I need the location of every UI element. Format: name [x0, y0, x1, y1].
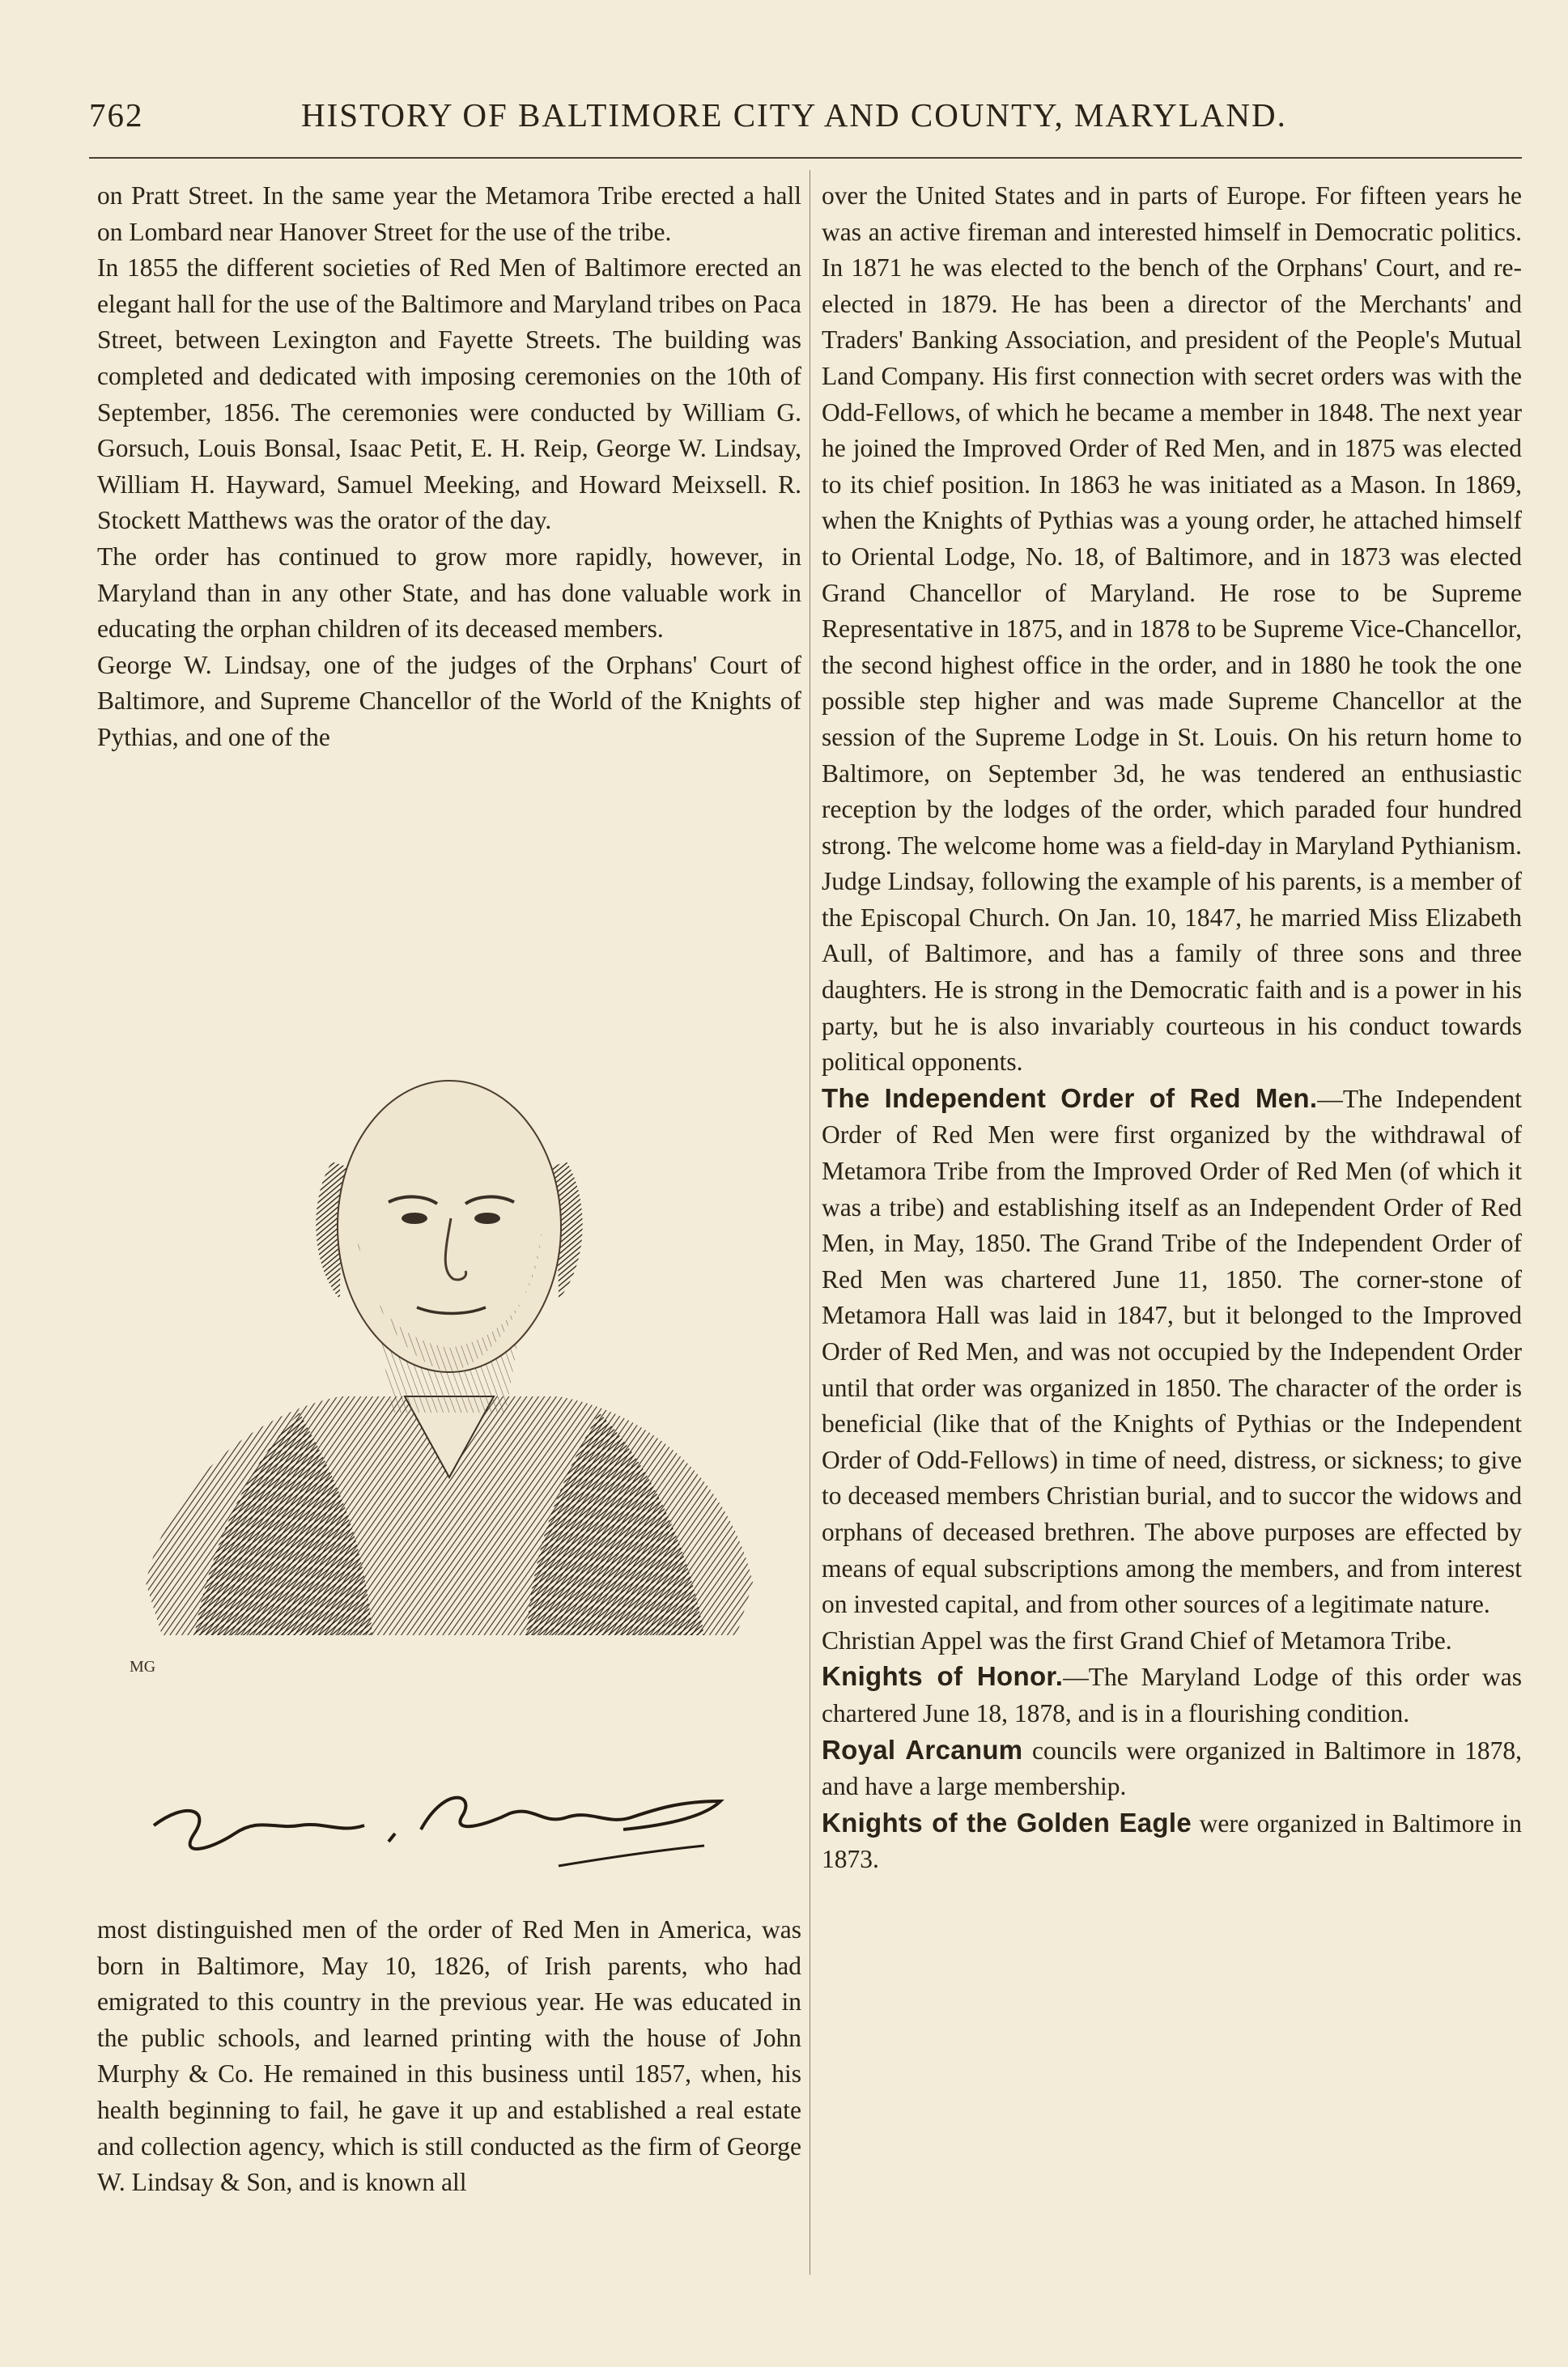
running-header: [89, 96, 1522, 144]
section-heading: Royal Arcanum: [822, 1734, 1023, 1765]
paragraph: most distinguished men of the order of Red Men in America, was born in Baltimore, May 10, 1826, of Irish parents, who had emigrated to this country in the previous year. He was educated in the public schools, and learned printing with the house of John Murphy & Co. He remained in this business until 1857, when, his health beginning to fail, he gave it up and established a real estate and collection agency, which is still conducted as the firm of George W. Lindsay & Son, and is known all: [97, 1915, 801, 2197]
paragraph: [822, 1659, 1522, 1732]
paragraph-body: —The Independent Order of Red Men were first organized by the withdrawal of Metamora Tribe from the Improved Order of Red Men (of which it was a tribe) and establishing itself as an Independent Order of Red Men, in May, 1850. The Grand Tribe of the Independent Order of Red Men was chartered June 11, 1850. The corner-stone of Metamora Hall was laid in 1847, but it belonged to the Improved Order of Red Men, and was not occupied by the Independent Order until that order was organized in 1850. The character of the order is beneficial (like that of the Knights of Pythias or the Independent Order of Odd-Fellows) in time of need, distress, or sickness; to give to deceased members Christian burial, and to succor the widows and orphans of deceased brethren. The above purposes are effected by means of equal subscriptions among the members, and from interest on invested capital, and from other sources of a legitimate nature.: [822, 1084, 1522, 1619]
paragraph-body: councils were organized in Baltimore in 1878, and have a large membership.: [822, 1736, 1522, 1801]
column-rule: [809, 170, 810, 2275]
paragraph: Christian Appel was the first Grand Chief of Metamora Tribe.: [822, 1625, 1452, 1655]
running-title: HISTORY OF BALTIMORE CITY AND COUNTY, MARYLAND.: [301, 96, 1287, 134]
header-rule: [89, 157, 1522, 159]
paragraph: over the United States and in parts of Europe. For fifteen years he was an active fireman and interested himself in Democratic politics. In 1871 he was elected to the bench of the Orphans' Court, and re-elected in 1879. He has been a director of the Merchants' and Traders' Banking Association, and president of the People's Mutual Land Company. His first connection with secret orders was with the Odd-Fellows, of which he became a member in 1848. The next year he joined the Improved Order of Red Men, and in 1875 was elected to its chief position. In 1863 he was initiated as a Mason. In 1869, when the Knights of Pythias was a young order, he attached himself to Oriental Lodge, No. 18, of Baltimore, and in 1873 was elected Grand Chancellor of Maryland. He rose to be Supreme Representative in 1875, and in 1878 to be Supreme Vice-Chancellor, the second highest office in the order, and in 1880 he took the one possible step higher and was made Supreme Chancellor at the session of the Supreme Lodge in St. Louis. On his return home to Baltimore, on September 3d, he was tendered an enthusiastic reception by the lodges of the order, which paraded four hundred strong. The welcome home was a field-day in Maryland Pythianism. Judge Lindsay, following the example of his parents, is a member of the Episcopal Church. On Jan. 10, 1847, he married Miss Elizabeth Aull, of Baltimore, and has a family of three sons and three daughters. He is strong in the Democratic faith and is a power in his party, but he is also invariably courteous in his conduct towards political opponents.: [822, 181, 1522, 1077]
section-heading: Knights of Honor.: [822, 1661, 1064, 1692]
paragraph-body: were organized in Baltimore in 1873.: [822, 1808, 1522, 1874]
paragraph: on Pratt Street. In the same year the Metamora Tribe erected a hall on Lombard near Hanover Street for the use of the tribe.: [97, 181, 801, 246]
paragraph: In 1855 the different societies of Red Men of Baltimore erected an elegant hall for the use of the Baltimore and Maryland tribes on Paca Street, between Lexington and Fayette Streets. The building was completed and dedicated with imposing ceremonies on the 10th of September, 1856. The ceremonies were conducted by William G. Gorsuch, Louis Bonsal, Isaac Petit, E. H. Reip, George W. Lindsay, William H. Hayward, Samuel Meeking, and Howard Meixsell. R. Stockett Matthews was the orator of the day.: [97, 253, 801, 535]
section-heading: Knights of the Golden Eagle: [822, 1807, 1192, 1838]
paragraph: George W. Lindsay, one of the judges of the Orphans' Court of Baltimore, and Supreme Chancellor of the World of the Knights of Pythias, and one of the: [97, 650, 801, 751]
portrait-engraving: [97, 959, 801, 1769]
paragraph: [822, 1805, 1522, 1878]
section-heading: The Independent Order of Red Men.: [822, 1082, 1318, 1113]
paragraph: [822, 1081, 1522, 1623]
paragraph: [822, 1732, 1522, 1805]
paragraph-body: —The Maryland Lodge of this order was chartered June 18, 1878, and is in a flourishing condition.: [822, 1663, 1522, 1727]
left-column-bottom: [97, 1912, 801, 2201]
left-column-top: [97, 178, 801, 756]
signature: [138, 1769, 769, 1890]
page-number: 762: [89, 96, 144, 134]
right-column: [822, 178, 1522, 1878]
paragraph: The order has continued to grow more rapidly, however, in Maryland than in any other State, and has done valuable work in educating the orphan children of its deceased members.: [97, 542, 801, 644]
engraver-mark: MG: [130, 1658, 156, 1676]
